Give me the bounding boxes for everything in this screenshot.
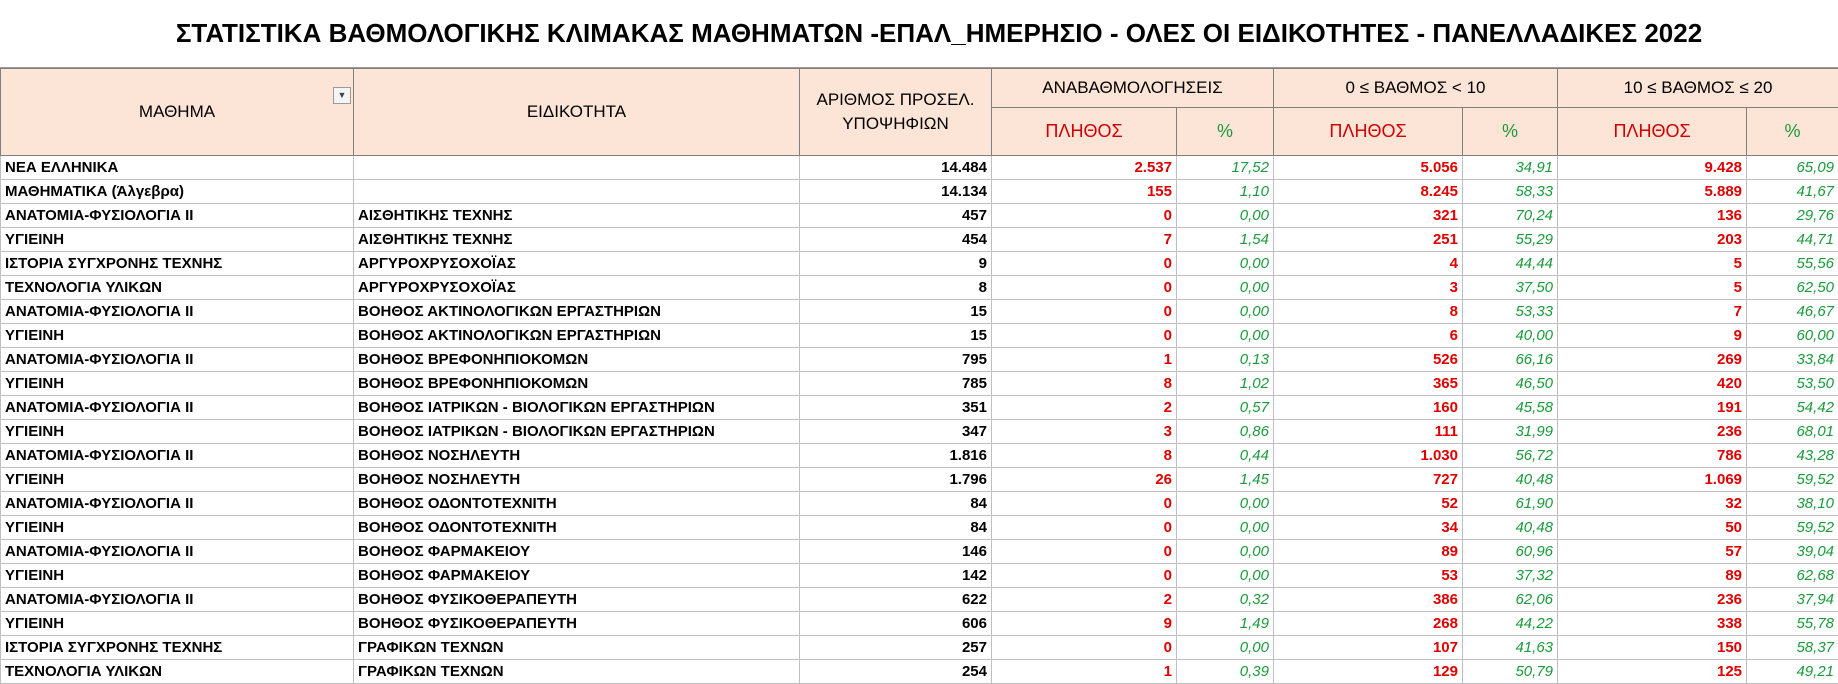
cell-subject[interactable]: ΤΕΧΝΟΛΟΓΙΑ ΥΛΙΚΩΝ xyxy=(1,660,354,684)
table-row xyxy=(1,444,1838,468)
cell-specialty[interactable] xyxy=(354,180,800,204)
cell-low-pct[interactable]: 45,58 xyxy=(1463,396,1558,420)
cell-regrade-pct[interactable]: 0,57 xyxy=(1177,396,1274,420)
cell-low-pct[interactable]: 41,63 xyxy=(1463,636,1558,660)
cell-high-pct[interactable]: 58,37 xyxy=(1747,636,1838,660)
cell-regrade-count[interactable]: 155 xyxy=(992,180,1177,204)
cell-regrade-pct[interactable]: 0,00 xyxy=(1177,276,1274,300)
cell-subject[interactable]: ΜΑΘΗΜΑΤΙΚΑ (Άλγεβρα) xyxy=(1,180,354,204)
cell-specialty[interactable]: ΑΡΓΥΡΟΧΡΥΣΟΧΟΪΑΣ xyxy=(354,276,800,300)
cell-specialty[interactable]: ΒΟΗΘΟΣ ΝΟΣΗΛΕΥΤΗ xyxy=(354,468,800,492)
cell-regrade-count[interactable]: 0 xyxy=(992,516,1177,540)
cell-regrade-count[interactable]: 0 xyxy=(992,324,1177,348)
cell-specialty[interactable]: ΓΡΑΦΙΚΩΝ ΤΕΧΝΩΝ xyxy=(354,660,800,684)
cell-low-count[interactable]: 160 xyxy=(1274,396,1463,420)
cell-low-pct[interactable]: 70,24 xyxy=(1463,204,1558,228)
cell-high-pct[interactable]: 55,56 xyxy=(1747,252,1838,276)
cell-specialty[interactable]: ΒΟΗΘΟΣ ΦΑΡΜΑΚΕΙΟΥ xyxy=(354,540,800,564)
cell-high-pct[interactable]: 43,28 xyxy=(1747,444,1838,468)
cell-high-pct[interactable]: 41,67 xyxy=(1747,180,1838,204)
cell-low-pct[interactable]: 60,96 xyxy=(1463,540,1558,564)
statistics-table xyxy=(0,68,1838,684)
filter-dropdown-icon[interactable]: ▼ xyxy=(333,87,351,104)
cell-low-count[interactable]: 251 xyxy=(1274,228,1463,252)
table-row xyxy=(1,636,1838,660)
cell-high-pct[interactable]: 59,52 xyxy=(1747,468,1838,492)
header-low-pct[interactable]: % xyxy=(1463,108,1558,156)
cell-low-pct[interactable]: 46,50 xyxy=(1463,372,1558,396)
cell-regrade-count[interactable]: 0 xyxy=(992,636,1177,660)
table-row xyxy=(1,468,1838,492)
cell-high-count[interactable]: 150 xyxy=(1558,636,1747,660)
cell-specialty[interactable]: ΒΟΗΘΟΣ ΟΔΟΝΤΟΤΕΧΝΙΤΗ xyxy=(354,516,800,540)
cell-candidates[interactable]: 795 xyxy=(800,348,992,372)
cell-candidates[interactable]: 785 xyxy=(800,372,992,396)
cell-candidates[interactable]: 1.816 xyxy=(800,444,992,468)
table-row xyxy=(1,540,1838,564)
cell-subject[interactable]: ΤΕΧΝΟΛΟΓΙΑ ΥΛΙΚΩΝ xyxy=(1,276,354,300)
cell-high-count[interactable]: 338 xyxy=(1558,612,1747,636)
cell-regrade-pct[interactable]: 0,86 xyxy=(1177,420,1274,444)
cell-high-count[interactable]: 136 xyxy=(1558,204,1747,228)
header-subject[interactable] xyxy=(1,69,354,156)
cell-low-pct[interactable]: 37,32 xyxy=(1463,564,1558,588)
cell-subject[interactable]: ΑΝΑΤΟΜΙΑ-ΦΥΣΙΟΛΟΓΙΑ ΙΙ xyxy=(1,300,354,324)
cell-candidates[interactable]: 257 xyxy=(800,636,992,660)
table-row xyxy=(1,516,1838,540)
cell-regrade-pct[interactable]: 1,02 xyxy=(1177,372,1274,396)
cell-low-pct[interactable]: 40,00 xyxy=(1463,324,1558,348)
cell-regrade-count[interactable]: 8 xyxy=(992,372,1177,396)
cell-low-count[interactable]: 52 xyxy=(1274,492,1463,516)
cell-candidates[interactable]: 9 xyxy=(800,252,992,276)
cell-regrade-pct[interactable]: 1,49 xyxy=(1177,612,1274,636)
table-row xyxy=(1,276,1838,300)
cell-regrade-count[interactable]: 26 xyxy=(992,468,1177,492)
cell-candidates[interactable]: 622 xyxy=(800,588,992,612)
cell-high-pct[interactable]: 55,78 xyxy=(1747,612,1838,636)
cell-candidates[interactable]: 84 xyxy=(800,516,992,540)
cell-regrade-pct[interactable]: 0,00 xyxy=(1177,252,1274,276)
cell-regrade-pct[interactable]: 0,00 xyxy=(1177,636,1274,660)
cell-regrade-count[interactable]: 0 xyxy=(992,300,1177,324)
cell-regrade-pct[interactable]: 0,00 xyxy=(1177,492,1274,516)
cell-specialty[interactable] xyxy=(354,156,800,180)
cell-subject[interactable]: ΝΕΑ ΕΛΛΗΝΙΚΑ xyxy=(1,156,354,180)
cell-low-count[interactable]: 321 xyxy=(1274,204,1463,228)
cell-specialty[interactable]: ΒΟΗΘΟΣ ΑΚΤΙΝΟΛΟΓΙΚΩΝ ΕΡΓΑΣΤΗΡΙΩΝ xyxy=(354,324,800,348)
cell-low-count[interactable]: 8.245 xyxy=(1274,180,1463,204)
cell-regrade-pct[interactable]: 1,54 xyxy=(1177,228,1274,252)
table-row xyxy=(1,396,1838,420)
cell-high-count[interactable]: 32 xyxy=(1558,492,1747,516)
cell-high-pct[interactable]: 37,94 xyxy=(1747,588,1838,612)
cell-regrade-count[interactable]: 9 xyxy=(992,612,1177,636)
cell-specialty[interactable]: ΒΟΗΘΟΣ ΙΑΤΡΙΚΩΝ - ΒΙΟΛΟΓΙΚΩΝ ΕΡΓΑΣΤΗΡΙΩΝ xyxy=(354,396,800,420)
cell-low-count[interactable]: 4 xyxy=(1274,252,1463,276)
cell-high-pct[interactable]: 53,50 xyxy=(1747,372,1838,396)
cell-low-count[interactable]: 526 xyxy=(1274,348,1463,372)
cell-low-pct[interactable]: 44,44 xyxy=(1463,252,1558,276)
header-range-low[interactable]: 0 ≤ ΒΑΘΜΟΣ < 10 xyxy=(1274,69,1558,108)
cell-high-count[interactable]: 269 xyxy=(1558,348,1747,372)
cell-high-pct[interactable]: 46,67 xyxy=(1747,300,1838,324)
cell-high-count[interactable]: 57 xyxy=(1558,540,1747,564)
table-row xyxy=(1,228,1838,252)
cell-specialty[interactable]: ΒΟΗΘΟΣ ΟΔΟΝΤΟΤΕΧΝΙΤΗ xyxy=(354,492,800,516)
cell-high-count[interactable]: 203 xyxy=(1558,228,1747,252)
cell-specialty[interactable]: ΒΟΗΘΟΣ ΑΚΤΙΝΟΛΟΓΙΚΩΝ ΕΡΓΑΣΤΗΡΙΩΝ xyxy=(354,300,800,324)
cell-specialty[interactable]: ΒΟΗΘΟΣ ΒΡΕΦΟΝΗΠΙΟΚΟΜΩΝ xyxy=(354,348,800,372)
table-row xyxy=(1,492,1838,516)
cell-high-pct[interactable]: 60,00 xyxy=(1747,324,1838,348)
cell-regrade-count[interactable]: 2.537 xyxy=(992,156,1177,180)
header-low-count[interactable]: ΠΛΗΘΟΣ xyxy=(1274,108,1463,156)
cell-specialty[interactable]: ΑΙΣΘΗΤΙΚΗΣ ΤΕΧΝΗΣ xyxy=(354,204,800,228)
cell-regrade-pct[interactable]: 1,10 xyxy=(1177,180,1274,204)
cell-high-count[interactable]: 1.069 xyxy=(1558,468,1747,492)
cell-specialty[interactable]: ΒΟΗΘΟΣ ΦΥΣΙΚΟΘΕΡΑΠΕΥΤΗ xyxy=(354,612,800,636)
cell-low-count[interactable]: 268 xyxy=(1274,612,1463,636)
header-regrades[interactable]: ΑΝΑΒΑΘΜΟΛΟΓΗΣΕΙΣ xyxy=(992,69,1274,108)
cell-low-pct[interactable]: 31,99 xyxy=(1463,420,1558,444)
cell-high-count[interactable]: 236 xyxy=(1558,588,1747,612)
cell-subject[interactable]: ΥΓΙΕΙΝΗ xyxy=(1,228,354,252)
cell-specialty[interactable]: ΒΟΗΘΟΣ ΒΡΕΦΟΝΗΠΙΟΚΟΜΩΝ xyxy=(354,372,800,396)
cell-high-pct[interactable]: 59,52 xyxy=(1747,516,1838,540)
cell-candidates[interactable]: 1.796 xyxy=(800,468,992,492)
cell-candidates[interactable]: 351 xyxy=(800,396,992,420)
cell-regrade-pct[interactable]: 0,44 xyxy=(1177,444,1274,468)
header-regrades-count[interactable]: ΠΛΗΘΟΣ xyxy=(992,108,1177,156)
cell-regrade-count[interactable]: 2 xyxy=(992,396,1177,420)
cell-candidates[interactable]: 8 xyxy=(800,276,992,300)
cell-candidates[interactable]: 84 xyxy=(800,492,992,516)
cell-low-count[interactable]: 107 xyxy=(1274,636,1463,660)
cell-subject[interactable]: ΑΝΑΤΟΜΙΑ-ΦΥΣΙΟΛΟΓΙΑ ΙΙ xyxy=(1,204,354,228)
cell-specialty[interactable]: ΒΟΗΘΟΣ ΦΥΣΙΚΟΘΕΡΑΠΕΥΤΗ xyxy=(354,588,800,612)
cell-candidates[interactable]: 14.484 xyxy=(800,156,992,180)
cell-candidates[interactable]: 14.134 xyxy=(800,180,992,204)
table-row xyxy=(1,300,1838,324)
cell-low-count[interactable]: 365 xyxy=(1274,372,1463,396)
cell-regrade-count[interactable]: 8 xyxy=(992,444,1177,468)
cell-candidates[interactable]: 347 xyxy=(800,420,992,444)
cell-candidates[interactable]: 142 xyxy=(800,564,992,588)
cell-high-pct[interactable]: 44,71 xyxy=(1747,228,1838,252)
cell-high-count[interactable]: 89 xyxy=(1558,564,1747,588)
cell-regrade-pct[interactable]: 0,00 xyxy=(1177,540,1274,564)
header-high-pct[interactable]: % xyxy=(1747,108,1838,156)
cell-low-pct[interactable]: 62,06 xyxy=(1463,588,1558,612)
cell-high-count[interactable]: 786 xyxy=(1558,444,1747,468)
cell-high-count[interactable]: 420 xyxy=(1558,372,1747,396)
cell-candidates[interactable]: 15 xyxy=(800,324,992,348)
cell-candidates[interactable]: 454 xyxy=(800,228,992,252)
table-row xyxy=(1,612,1838,636)
cell-subject[interactable]: ΙΣΤΟΡΙΑ ΣΥΓΧΡΟΝΗΣ ΤΕΧΝΗΣ xyxy=(1,636,354,660)
cell-high-pct[interactable]: 38,10 xyxy=(1747,492,1838,516)
cell-high-count[interactable]: 125 xyxy=(1558,660,1747,684)
cell-low-count[interactable]: 8 xyxy=(1274,300,1463,324)
cell-low-count[interactable]: 386 xyxy=(1274,588,1463,612)
cell-high-count[interactable]: 5.889 xyxy=(1558,180,1747,204)
cell-regrade-count[interactable]: 0 xyxy=(992,540,1177,564)
cell-low-count[interactable]: 34 xyxy=(1274,516,1463,540)
cell-low-count[interactable]: 6 xyxy=(1274,324,1463,348)
cell-specialty[interactable]: ΑΡΓΥΡΟΧΡΥΣΟΧΟΪΑΣ xyxy=(354,252,800,276)
cell-subject[interactable]: ΥΓΙΕΙΝΗ xyxy=(1,516,354,540)
cell-low-count[interactable]: 89 xyxy=(1274,540,1463,564)
cell-subject[interactable]: ΑΝΑΤΟΜΙΑ-ΦΥΣΙΟΛΟΓΙΑ ΙΙ xyxy=(1,348,354,372)
cell-high-pct[interactable]: 49,21 xyxy=(1747,660,1838,684)
table-row xyxy=(1,348,1838,372)
header-subject-label: ΜΑΘΗΜΑ xyxy=(139,102,215,121)
cell-regrade-pct[interactable]: 1,45 xyxy=(1177,468,1274,492)
header-candidates[interactable]: ΑΡΙΘΜΟΣ ΠΡΟΣΕΛ. ΥΠΟΨΗΦΙΩΝ xyxy=(800,69,992,156)
cell-low-pct[interactable]: 56,72 xyxy=(1463,444,1558,468)
cell-high-pct[interactable]: 62,50 xyxy=(1747,276,1838,300)
cell-regrade-pct[interactable]: 0,00 xyxy=(1177,204,1274,228)
cell-high-count[interactable]: 7 xyxy=(1558,300,1747,324)
table-row xyxy=(1,660,1838,684)
cell-subject[interactable]: ΑΝΑΤΟΜΙΑ-ΦΥΣΙΟΛΟΓΙΑ ΙΙ xyxy=(1,444,354,468)
cell-high-count[interactable]: 5 xyxy=(1558,276,1747,300)
cell-low-pct[interactable]: 40,48 xyxy=(1463,468,1558,492)
cell-candidates[interactable]: 457 xyxy=(800,204,992,228)
cell-low-count[interactable]: 111 xyxy=(1274,420,1463,444)
cell-low-count[interactable]: 1.030 xyxy=(1274,444,1463,468)
cell-high-pct[interactable]: 29,76 xyxy=(1747,204,1838,228)
cell-low-pct[interactable]: 58,33 xyxy=(1463,180,1558,204)
cell-low-pct[interactable]: 44,22 xyxy=(1463,612,1558,636)
header-specialty[interactable]: ΕΙΔΙΚΟΤΗΤΑ xyxy=(354,69,800,156)
cell-subject[interactable]: ΥΓΙΕΙΝΗ xyxy=(1,564,354,588)
cell-low-pct[interactable]: 61,90 xyxy=(1463,492,1558,516)
cell-subject[interactable]: ΥΓΙΕΙΝΗ xyxy=(1,372,354,396)
cell-regrade-count[interactable]: 7 xyxy=(992,228,1177,252)
cell-regrade-pct[interactable]: 0,00 xyxy=(1177,516,1274,540)
cell-regrade-count[interactable]: 0 xyxy=(992,492,1177,516)
cell-low-pct[interactable]: 55,29 xyxy=(1463,228,1558,252)
table-body xyxy=(1,156,1838,684)
cell-low-pct[interactable]: 53,33 xyxy=(1463,300,1558,324)
cell-low-pct[interactable]: 50,79 xyxy=(1463,660,1558,684)
table-row xyxy=(1,420,1838,444)
cell-low-count[interactable]: 727 xyxy=(1274,468,1463,492)
cell-regrade-count[interactable]: 1 xyxy=(992,660,1177,684)
table-row xyxy=(1,564,1838,588)
header-regrades-pct[interactable]: % xyxy=(1177,108,1274,156)
table-row xyxy=(1,588,1838,612)
cell-high-count[interactable]: 5 xyxy=(1558,252,1747,276)
cell-subject[interactable]: ΥΓΙΕΙΝΗ xyxy=(1,324,354,348)
table-row xyxy=(1,180,1838,204)
cell-specialty[interactable]: ΓΡΑΦΙΚΩΝ ΤΕΧΝΩΝ xyxy=(354,636,800,660)
cell-low-pct[interactable]: 40,48 xyxy=(1463,516,1558,540)
cell-candidates[interactable]: 606 xyxy=(800,612,992,636)
cell-specialty[interactable]: ΒΟΗΘΟΣ ΙΑΤΡΙΚΩΝ - ΒΙΟΛΟΓΙΚΩΝ ΕΡΓΑΣΤΗΡΙΩΝ xyxy=(354,420,800,444)
cell-low-count[interactable]: 3 xyxy=(1274,276,1463,300)
cell-high-pct[interactable]: 65,09 xyxy=(1747,156,1838,180)
cell-candidates[interactable]: 146 xyxy=(800,540,992,564)
cell-regrade-pct[interactable]: 0,13 xyxy=(1177,348,1274,372)
cell-high-pct[interactable]: 68,01 xyxy=(1747,420,1838,444)
cell-high-count[interactable]: 9 xyxy=(1558,324,1747,348)
cell-low-pct[interactable]: 66,16 xyxy=(1463,348,1558,372)
cell-subject[interactable]: ΑΝΑΤΟΜΙΑ-ΦΥΣΙΟΛΟΓΙΑ ΙΙ xyxy=(1,396,354,420)
cell-specialty[interactable]: ΑΙΣΘΗΤΙΚΗΣ ΤΕΧΝΗΣ xyxy=(354,228,800,252)
cell-low-count[interactable]: 5.056 xyxy=(1274,156,1463,180)
table-row xyxy=(1,372,1838,396)
cell-high-pct[interactable]: 33,84 xyxy=(1747,348,1838,372)
cell-subject[interactable]: ΥΓΙΕΙΝΗ xyxy=(1,612,354,636)
table-row xyxy=(1,204,1838,228)
cell-high-count[interactable]: 50 xyxy=(1558,516,1747,540)
cell-high-pct[interactable]: 54,42 xyxy=(1747,396,1838,420)
table-row xyxy=(1,156,1838,180)
cell-subject[interactable]: ΥΓΙΕΙΝΗ xyxy=(1,420,354,444)
cell-regrade-count[interactable]: 0 xyxy=(992,276,1177,300)
cell-regrade-pct[interactable]: 0,39 xyxy=(1177,660,1274,684)
cell-regrade-pct[interactable]: 17,52 xyxy=(1177,156,1274,180)
cell-high-pct[interactable]: 39,04 xyxy=(1747,540,1838,564)
cell-low-pct[interactable]: 34,91 xyxy=(1463,156,1558,180)
cell-subject[interactable]: ΑΝΑΤΟΜΙΑ-ΦΥΣΙΟΛΟΓΙΑ ΙΙ xyxy=(1,540,354,564)
cell-regrade-count[interactable]: 3 xyxy=(992,420,1177,444)
cell-subject[interactable]: ΑΝΑΤΟΜΙΑ-ΦΥΣΙΟΛΟΓΙΑ ΙΙ xyxy=(1,492,354,516)
cell-candidates[interactable]: 254 xyxy=(800,660,992,684)
cell-specialty[interactable]: ΒΟΗΘΟΣ ΦΑΡΜΑΚΕΙΟΥ xyxy=(354,564,800,588)
cell-regrade-pct[interactable]: 0,00 xyxy=(1177,324,1274,348)
cell-high-count[interactable]: 9.428 xyxy=(1558,156,1747,180)
cell-high-count[interactable]: 236 xyxy=(1558,420,1747,444)
cell-regrade-pct[interactable]: 0,00 xyxy=(1177,564,1274,588)
cell-specialty[interactable]: ΒΟΗΘΟΣ ΝΟΣΗΛΕΥΤΗ xyxy=(354,444,800,468)
cell-low-pct[interactable]: 37,50 xyxy=(1463,276,1558,300)
cell-regrade-count[interactable]: 2 xyxy=(992,588,1177,612)
table-row xyxy=(1,252,1838,276)
cell-regrade-count[interactable]: 0 xyxy=(992,564,1177,588)
sheet-title[interactable]: ΣΤΑΤΙΣΤΙΚΑ ΒΑΘΜΟΛΟΓΙΚΗΣ ΚΛΙΜΑΚΑΣ ΜΑΘΗΜΑΤΩΝ -ΕΠΑΛ_ΗΜΕΡΗΣΙΟ - ΟΛΕΣ ΟΙ ΕΙΔΙΚΟΤΗΤΕΣ - ΠΑΝΕΛΛΑΔΙΚΕΣ 2022 xyxy=(0,0,1838,68)
cell-regrade-count[interactable]: 0 xyxy=(992,204,1177,228)
cell-candidates[interactable]: 15 xyxy=(800,300,992,324)
header-range-high[interactable]: 10 ≤ ΒΑΘΜΟΣ ≤ 20 xyxy=(1558,69,1838,108)
cell-high-pct[interactable]: 62,68 xyxy=(1747,564,1838,588)
cell-regrade-pct[interactable]: 0,32 xyxy=(1177,588,1274,612)
cell-subject[interactable]: ΑΝΑΤΟΜΙΑ-ΦΥΣΙΟΛΟΓΙΑ ΙΙ xyxy=(1,588,354,612)
cell-regrade-count[interactable]: 1 xyxy=(992,348,1177,372)
cell-high-count[interactable]: 191 xyxy=(1558,396,1747,420)
cell-low-count[interactable]: 53 xyxy=(1274,564,1463,588)
cell-subject[interactable]: ΥΓΙΕΙΝΗ xyxy=(1,468,354,492)
cell-subject[interactable]: ΙΣΤΟΡΙΑ ΣΥΓΧΡΟΝΗΣ ΤΕΧΝΗΣ xyxy=(1,252,354,276)
cell-regrade-pct[interactable]: 0,00 xyxy=(1177,300,1274,324)
cell-low-count[interactable]: 129 xyxy=(1274,660,1463,684)
table-row xyxy=(1,324,1838,348)
header-high-count[interactable]: ΠΛΗΘΟΣ xyxy=(1558,108,1747,156)
cell-regrade-count[interactable]: 0 xyxy=(992,252,1177,276)
